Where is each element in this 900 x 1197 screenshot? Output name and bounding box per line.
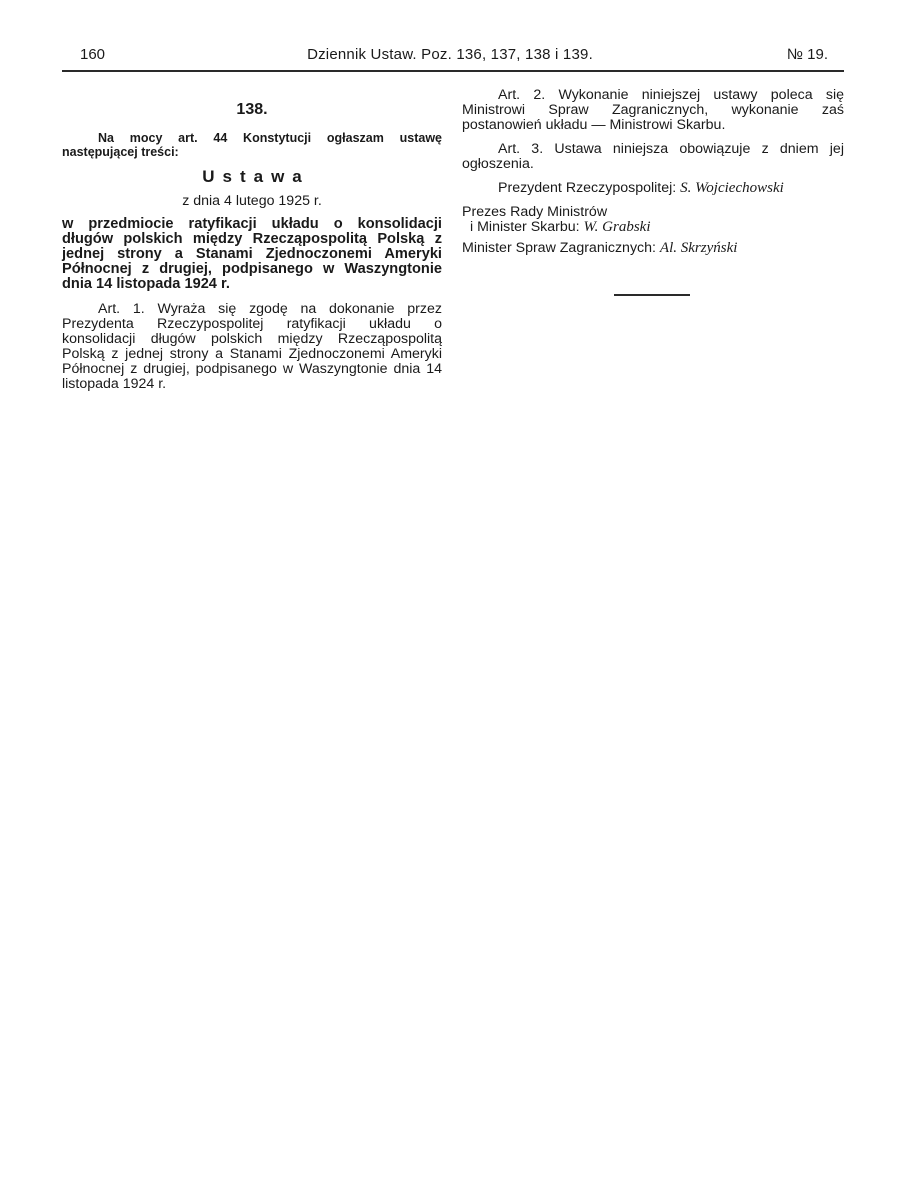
position-number: 138. — [236, 101, 268, 118]
signature-prime-minister-name: W. Grabski — [583, 219, 651, 235]
article-2 — [462, 88, 844, 133]
page-header — [62, 46, 838, 68]
signature-president-name: S. Wojciechowski — [680, 180, 784, 196]
signature-foreign-minister-role: Minister Spraw Zagranicznych: — [462, 240, 656, 256]
act-date: z dnia 4 lutego 1925 r. — [182, 193, 322, 209]
act-title: Ustawa — [202, 167, 310, 186]
signature-prime-minister-line-2 — [462, 220, 844, 235]
signature-prime-minister-role-2: i Minister Skarbu: — [470, 219, 580, 235]
signature-prime-minister — [462, 205, 844, 235]
article-3-label: Art. 3. — [498, 141, 544, 157]
header-rule — [62, 70, 844, 72]
article-2-label: Art. 2. — [498, 87, 546, 103]
article-2-text: Wykonanie niniejszej ustawy poleca się Ministrowi Spraw Zagranicznych, wykonanie zaś postanowień układu — Ministrowi Skarbu. — [462, 87, 844, 133]
left-column — [62, 102, 442, 401]
journal-title: Dziennik Ustaw. Poz. 136, 137, 138 i 139. — [307, 46, 593, 63]
signature-president-role: Prezydent Rzeczypospolitej: — [498, 180, 677, 196]
end-rule — [614, 294, 690, 296]
page-number: 160 — [80, 46, 106, 63]
intro-text: Na mocy art. 44 Konstytucji ogłaszam ustawę następującej treści: — [62, 131, 442, 159]
article-3 — [462, 142, 844, 172]
act-subject: w przedmiocie ratyfikacji układu o konsolidacji długów polskich między Rzecząpospolitą Polską z jednej strony a Stanami Zjednoczonemi Ameryki Północnej z drugiej, podpisanego w Waszyngtonie dnia 14 listopada 1924 r. — [62, 216, 442, 292]
article-1-text: Wyraża się zgodę na dokonanie przez Prezydenta Rzeczypospolitej ratyfikacji układu o konsolidacji długów polskich między Rzecząpospolitą Polską z jednej strony a Stanami Zjednoczonemi Ameryki Północnej z drugiej, podpisanego w Waszyngtonie dnia 14 listopada 1924 r. — [62, 301, 442, 392]
article-1-label: Art. 1. — [98, 301, 145, 317]
right-column — [462, 88, 844, 265]
signature-foreign-minister-name: Al. Skrzyński — [659, 240, 738, 256]
signature-prime-minister-role-1: Prezes Rady Ministrów — [462, 204, 608, 220]
signature-president — [462, 181, 844, 196]
issue-number: № 19. — [786, 46, 828, 63]
article-3-text: Ustawa niniejsza obowiązuje z dniem jej ogłoszenia. — [462, 141, 844, 172]
article-1 — [62, 302, 442, 392]
signature-foreign-minister — [462, 241, 844, 256]
